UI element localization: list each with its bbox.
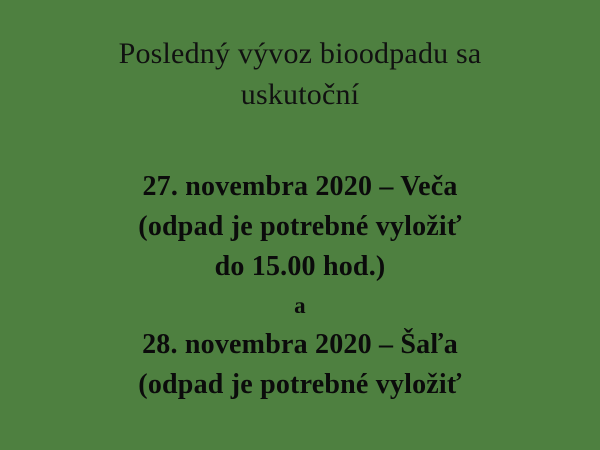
collection-entry-2-line-2: (odpad je potrebné vyložiť (138, 369, 462, 401)
collection-entry-1-line-2: (odpad je potrebné vyložiť (138, 210, 462, 242)
headline-line-1: Posledný vývoz bioodpadu sa (118, 37, 482, 70)
poster-headline (65, 34, 535, 115)
conjunction-text: a (294, 293, 306, 319)
collection-entry-2-line-1: 28. novembra 2020 – Šaľa (142, 329, 458, 361)
collection-entry-1-line-1: 27. novembra 2020 – Veča (142, 171, 458, 202)
headline-line-2: uskutoční (240, 77, 360, 111)
poster-body (60, 167, 540, 405)
collection-entry-1-line-3: do 15.00 hod.) (214, 250, 386, 282)
